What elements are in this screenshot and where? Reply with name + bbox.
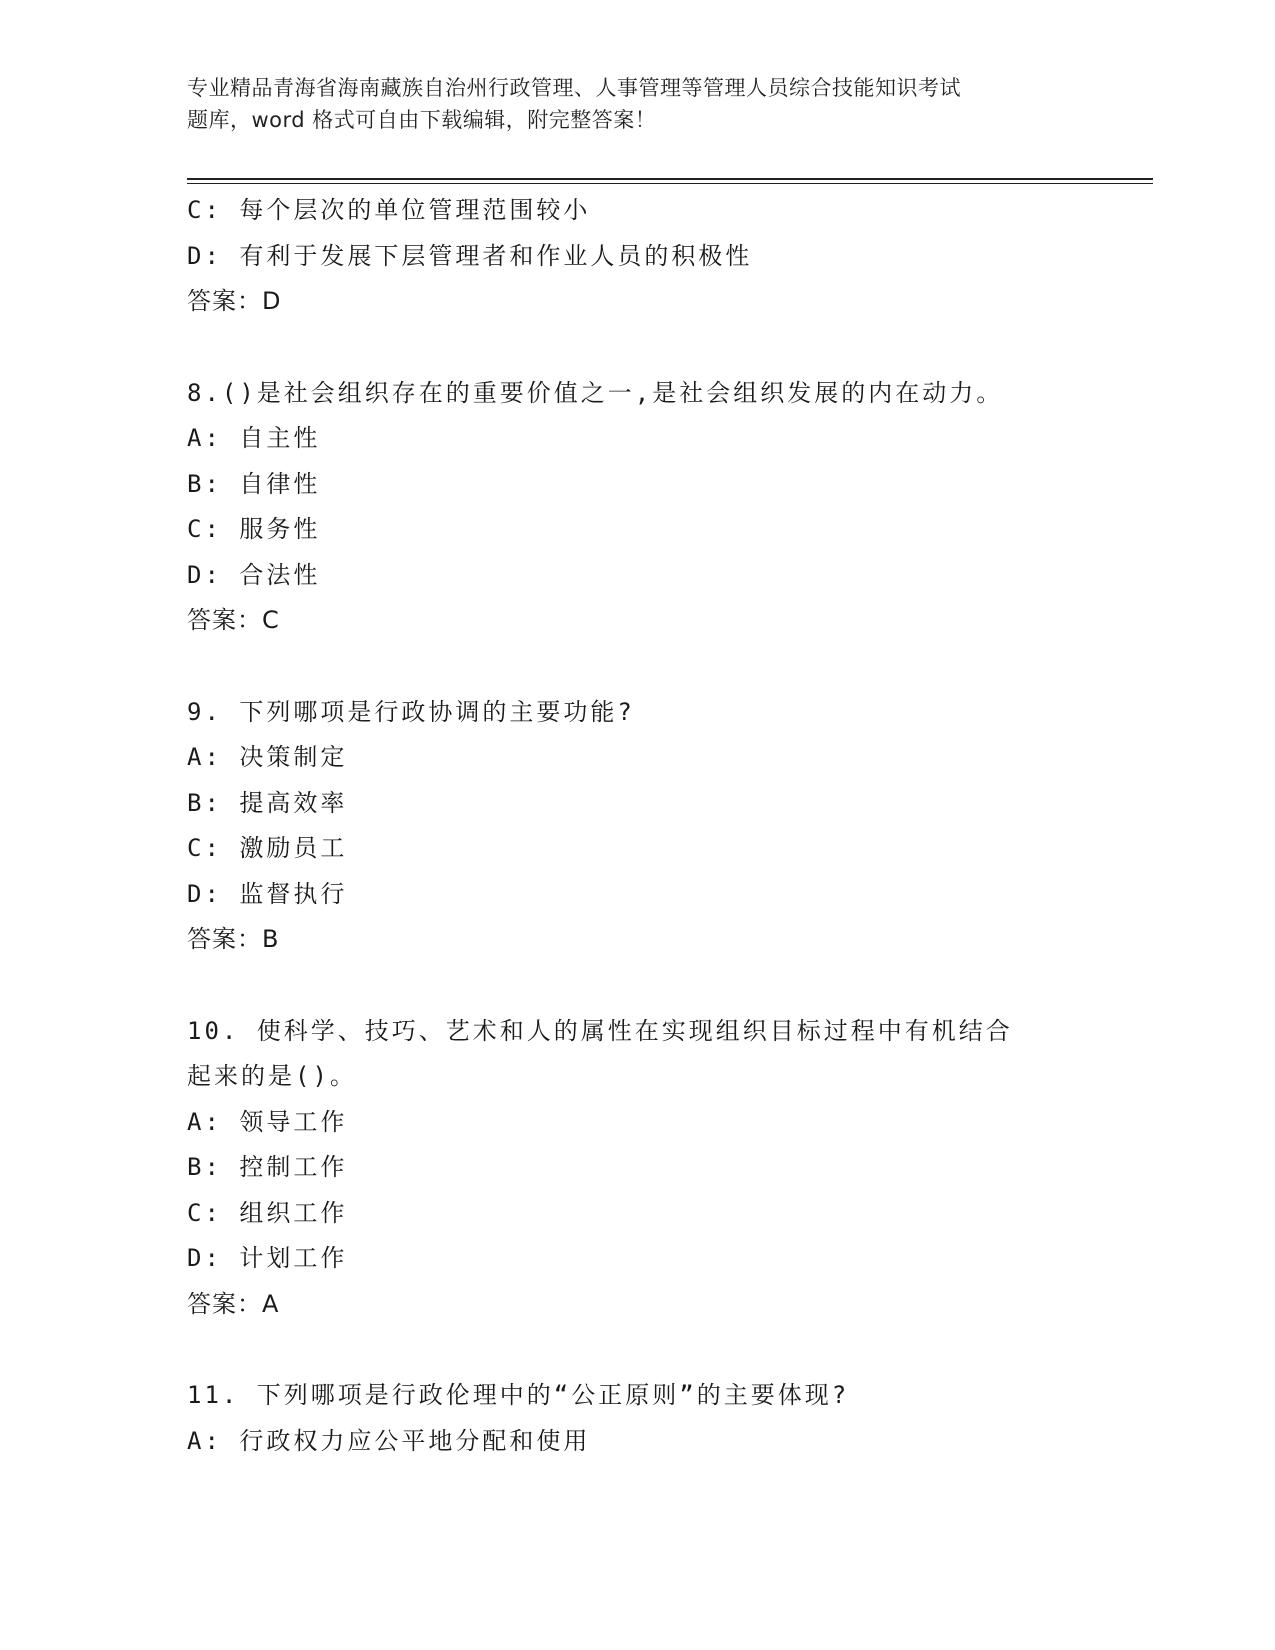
question-text: 8.()是社会组织存在的重要价值之一,是社会组织发展的内在动力。	[187, 378, 1004, 407]
spacer	[187, 644, 1087, 690]
option-d: D: 计划工作	[187, 1244, 348, 1272]
answer: 答案：D	[187, 287, 282, 315]
option-c: C: 服务性	[187, 515, 321, 543]
option-c: C: 每个层次的单位管理范围较小	[187, 196, 591, 224]
question-list	[187, 188, 1087, 1464]
option-b: B: 自律性	[187, 469, 321, 498]
spacer	[187, 963, 1087, 1009]
spacer	[187, 1327, 1087, 1373]
header-rule-thin	[187, 183, 1153, 184]
question-block-11	[187, 1373, 1087, 1464]
question-block-9	[187, 690, 1087, 963]
header-rule-thick	[187, 178, 1153, 180]
option-c: C: 组织工作	[187, 1198, 348, 1227]
header-title-line-1: 专业精品青海省海南藏族自治州行政管理、人事管理等管理人员综合技能知识考试	[187, 76, 961, 100]
spacer	[187, 325, 1087, 371]
option-a: A: 决策制定	[187, 743, 348, 771]
option-b: B: 控制工作	[187, 1153, 348, 1181]
option-b: B: 提高效率	[187, 788, 348, 817]
question-text: 9. 下列哪项是行政协调的主要功能?	[187, 697, 635, 726]
question-text: 11. 下列哪项是行政伦理中的“公正原则”的主要体现?	[187, 1381, 850, 1409]
question-block-8	[187, 371, 1087, 644]
answer: 答案：C	[187, 606, 280, 634]
option-d: D: 监督执行	[187, 879, 348, 908]
page-header	[187, 72, 1087, 136]
option-a: A: 自主性	[187, 424, 321, 452]
question-block-7-continuation	[187, 188, 1087, 325]
question-text-line-1: 10. 使科学、技巧、艺术和人的属性在实现组织目标过程中有机结合	[187, 1016, 1013, 1045]
answer: 答案：B	[187, 925, 280, 953]
question-block-10	[187, 1009, 1087, 1328]
option-d: D: 有利于发展下层管理者和作业人员的积极性	[187, 241, 753, 270]
answer: 答案：A	[187, 1289, 280, 1318]
option-d: D: 合法性	[187, 560, 321, 589]
question-text-line-2: 起来的是()。	[187, 1062, 357, 1090]
option-a: A: 行政权力应公平地分配和使用	[187, 1426, 591, 1455]
option-a: A: 领导工作	[187, 1107, 348, 1136]
header-title-line-2: 题库，word 格式可自由下载编辑，附完整答案！	[187, 108, 657, 132]
option-c: C: 激励员工	[187, 834, 348, 862]
